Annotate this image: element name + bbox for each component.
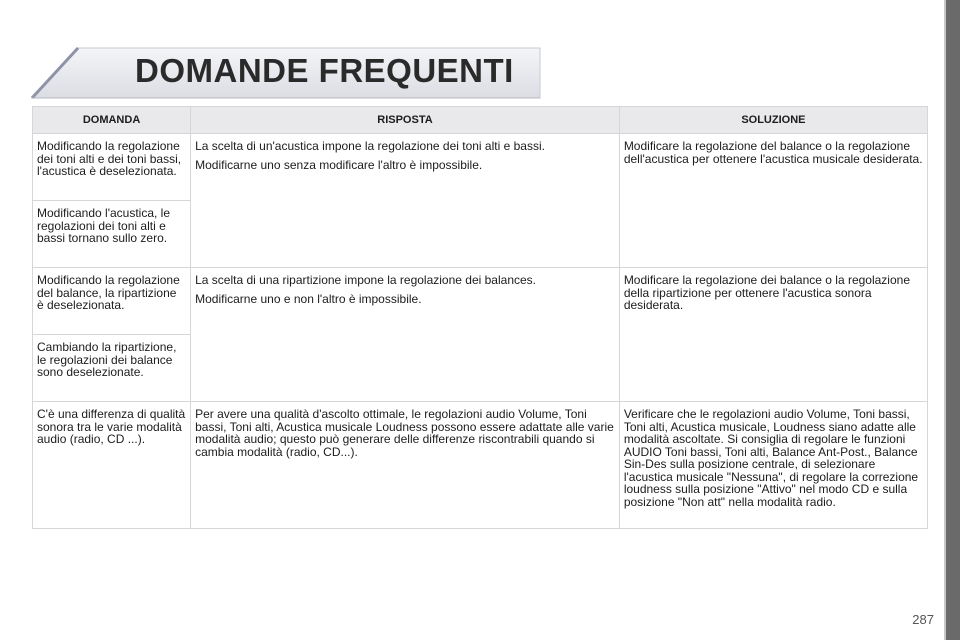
- table-row: [33, 402, 928, 529]
- solution-cell: Modificare la regolazione dei balance o la regolazione della ripartizione per ottenere l'acustica sonora desiderata.: [619, 268, 927, 402]
- faq-table: [32, 106, 928, 529]
- page-title: DOMANDE FREQUENTI: [135, 52, 514, 89]
- answer-paragraph: Modificarne uno e non l'altro è impossibile.: [195, 291, 422, 306]
- solution-cell: Modificare la regolazione del balance o la regolazione dell'acustica per ottenere l'acustica musicale desiderata.: [619, 134, 927, 268]
- table-header-row: [33, 107, 928, 134]
- page-number: 287: [912, 612, 934, 627]
- column-header-solution: SOLUZIONE: [619, 107, 927, 134]
- answer-paragraph: La scelta di una ripartizione impone la regolazione dei balances.: [195, 273, 537, 287]
- answer-paragraph: La scelta di un'acustica impone la regolazione dei toni alti e bassi.: [195, 139, 545, 153]
- column-header-question: DOMANDA: [33, 107, 191, 134]
- table-row: [33, 134, 928, 201]
- answer-cell: [191, 402, 620, 529]
- question-cell: Modificando l'acustica, le regolazioni dei toni alti e bassi tornano sullo zero.: [33, 201, 191, 268]
- question-cell: Modificando la regolazione del balance, la ripartizione è deselezionata.: [33, 268, 191, 335]
- answer-cell: [191, 268, 620, 402]
- solution-cell: Verificare che le regolazioni audio Volume, Toni bassi, Toni alti, Acustica musicale, Loudness siano adatte alle modalità ascoltate. Si consiglia di regolare le funzioni AUDIO Toni bassi, Toni alti, Balance Ant-Post., Balance Sin-Des sulla posizione centrale, di selezionare l'acustica musicale "Nessuna", di regolare la correzione loudness sulla posizione "Attivo" nel modo CD e sulla posizione "Non att" nella modalità radio.: [619, 402, 927, 529]
- answer-cell: [191, 134, 620, 268]
- question-cell: C'è una differenza di qualità sonora tra le varie modalità audio (radio, CD ...).: [33, 402, 191, 529]
- answer-paragraph: Per avere una qualità d'ascolto ottimale, le regolazioni audio Volume, Toni bassi, Toni alti, Acustica musicale Loudness possono essere adattate alle varie modalità audio; questo può generare delle differenze riscontrabili quando si cambia modalità (radio, CD...).: [195, 407, 614, 459]
- question-cell: Modificando la regolazione dei toni alti e dei toni bassi, l'acustica è deselezionata.: [33, 134, 191, 201]
- column-header-answer: RISPOSTA: [191, 107, 620, 134]
- question-cell: Cambiando la ripartizione, le regolazioni dei balance sono deselezionate.: [33, 335, 191, 402]
- table-row: [33, 268, 928, 335]
- answer-paragraph: Modificarne uno senza modificare l'altro è impossibile.: [195, 157, 483, 172]
- page-edge-tab: [946, 0, 960, 640]
